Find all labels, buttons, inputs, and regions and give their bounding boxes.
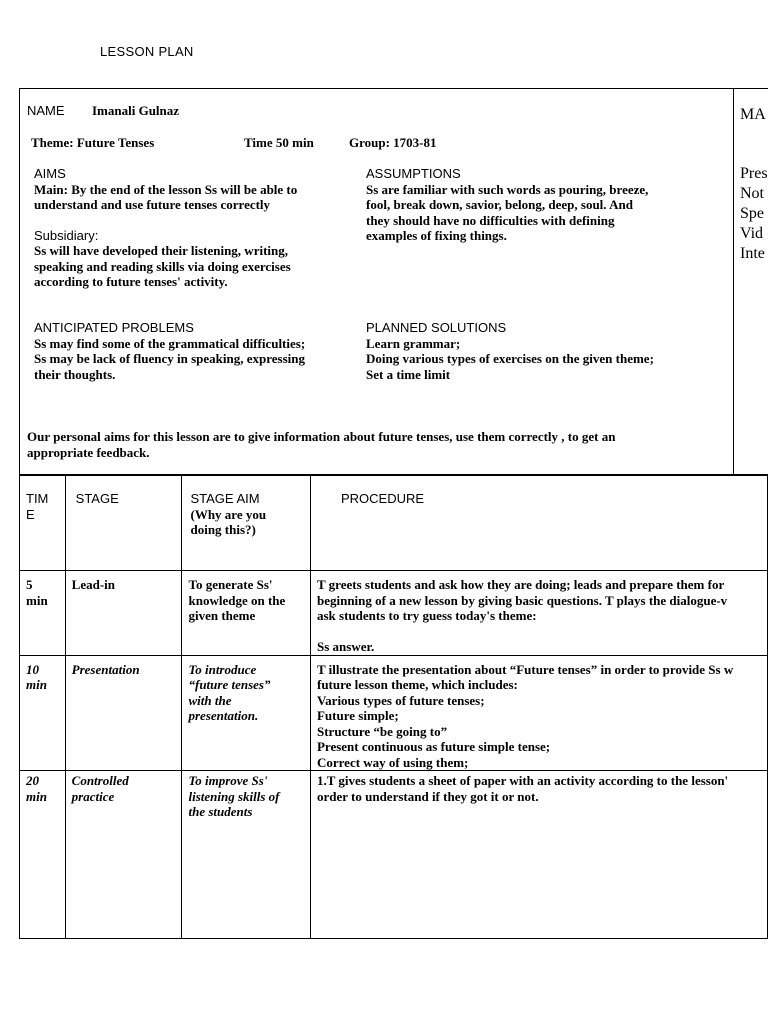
solutions-line: Doing various types of exercises on the given theme; <box>366 351 654 366</box>
subsidiary-label: Subsidiary: <box>34 227 99 243</box>
row-aim-cell <box>182 771 311 939</box>
row-aim-line: with the <box>188 692 232 708</box>
aims-heading: AIMS <box>34 166 66 181</box>
problems-heading: ANTICIPATED PROBLEMS <box>34 320 194 335</box>
row-time-line: 5 <box>26 577 33 592</box>
row-aim-line: knowledge on the <box>188 592 286 608</box>
row-aim-cell <box>182 655 311 771</box>
materials-item: Inte <box>740 245 765 262</box>
row-time-line: min <box>26 592 48 608</box>
row-procedure-line: Correct way of using them; <box>316 754 469 770</box>
row-procedure-line: order to understand if they got it or not. <box>316 788 539 804</box>
table-header-row <box>20 476 768 571</box>
row-aim-line: presentation. <box>188 708 259 723</box>
row-stage-cell <box>65 655 182 771</box>
aims-section <box>34 166 297 290</box>
problems-line: their thoughts. <box>34 366 116 382</box>
theme-field: Theme: Future Tenses <box>31 135 155 150</box>
document-title: LESSON PLAN <box>100 44 194 59</box>
assumptions-heading: ASSUMPTIONS <box>366 166 461 181</box>
row-procedure-line <box>317 624 761 640</box>
personal-aims-line: Our personal aims for this lesson are to give information about future tenses, use them correctly , to get an <box>27 429 616 444</box>
name-value: Imanali Gulnaz <box>92 103 180 118</box>
row-procedure-line: beginning of a new lesson by giving basic questions. T plays the dialogue-v <box>316 592 728 608</box>
personal-aims <box>27 429 615 460</box>
header-time-line: TIM <box>26 491 49 506</box>
header-procedure-label: PROCEDURE <box>340 491 425 506</box>
problems-line: Ss may be lack of fluency in speaking, expressing <box>34 351 305 366</box>
row-stage-cell <box>65 571 182 656</box>
problems-line: Ss may find some of the grammatical difficulties; <box>34 335 306 351</box>
header-time-line: E <box>26 506 35 522</box>
header-stage-aim <box>182 476 311 571</box>
assumptions-line: fool, break down, savior, belong, deep, soul. And <box>366 197 633 212</box>
row-time-line: 10 <box>26 661 39 677</box>
assumptions-line: Ss are familiar with such words as pouring, breeze, <box>366 181 649 197</box>
row-procedure-line: Various types of future tenses; <box>316 692 485 708</box>
solutions-line: Set a time limit <box>366 366 451 382</box>
materials-item: Vid <box>740 225 764 242</box>
subsidiary-line: Ss will have developed their listening, writing, <box>34 243 288 258</box>
header-stage <box>65 476 182 571</box>
row-procedure-line: Ss answer. <box>316 639 375 654</box>
row-time-line: min <box>26 788 47 804</box>
assumptions-section <box>366 166 648 244</box>
problems-section <box>34 320 305 382</box>
row-stage-line: practice <box>71 788 115 804</box>
header-stage-label: STAGE <box>75 491 119 506</box>
name-label: NAME <box>27 103 65 118</box>
row-procedure-line: T greets students and ask how they are doing; leads and prepare them for <box>316 577 725 592</box>
header-column-divider <box>733 88 734 475</box>
row-aim-line: To introduce <box>188 661 257 677</box>
assumptions-line: examples of fixing things. <box>366 228 507 243</box>
row-aim-line: “future tenses” <box>188 677 271 692</box>
table-row <box>20 571 768 656</box>
row-time-line: min <box>26 677 47 692</box>
row-time-cell <box>20 655 66 771</box>
row-procedure-line: Future simple; <box>316 708 399 723</box>
table-row <box>20 655 768 771</box>
row-procedure-cell <box>310 571 767 656</box>
row-aim-line: given theme <box>188 608 256 623</box>
assumptions-line: they should have no difficulties with defining <box>366 212 615 228</box>
materials-item: Not <box>740 185 764 202</box>
row-stage-line: Lead-in <box>71 577 115 592</box>
subsidiary-line: according to future tenses' activity. <box>34 274 228 289</box>
row-procedure-cell <box>310 655 767 771</box>
materials-item: Pres <box>740 165 768 182</box>
row-stage-line: Presentation <box>71 661 140 677</box>
row-procedure-line: 1.T gives students a sheet of paper with an activity according to the lesson' <box>316 773 729 788</box>
solutions-heading: PLANNED SOLUTIONS <box>366 320 507 335</box>
table-row <box>20 771 768 939</box>
header-aim-line: doing this?) <box>190 522 256 537</box>
row-aim-line: the students <box>188 804 253 819</box>
procedure-table <box>19 475 768 939</box>
solutions-line: Learn grammar; <box>366 335 461 351</box>
row-procedure-line: Structure “be going to” <box>316 723 448 739</box>
personal-aims-line: appropriate feedback. <box>27 444 150 460</box>
row-procedure-line: ask students to try guess today's theme: <box>316 608 537 623</box>
row-time-line: 20 <box>26 773 39 788</box>
time-field: Time 50 min <box>244 135 314 150</box>
materials-item: Spe <box>740 205 764 222</box>
row-procedure-line: T illustrate the presentation about “Future tenses” in order to provide Ss w <box>316 661 734 677</box>
row-procedure-line: Present continuous as future simple tense; <box>316 739 551 754</box>
materials-title: MA <box>740 106 766 123</box>
aims-main-line: understand and use future tenses correctly <box>34 197 271 212</box>
row-aim-line: listening skills of <box>188 788 280 804</box>
row-aim-cell <box>182 571 311 656</box>
row-stage-line: Controlled <box>71 773 129 788</box>
header-aim-line: (Why are you <box>190 506 267 522</box>
row-time-cell <box>20 571 66 656</box>
aims-main-line: Main: By the end of the lesson Ss will be able to <box>34 181 298 197</box>
header-aim-line: STAGE AIM <box>190 491 260 506</box>
row-aim-line: To generate Ss' <box>188 577 273 592</box>
row-aim-line: To improve Ss' <box>188 773 268 788</box>
subsidiary-line: speaking and reading skills via doing exercises <box>34 258 291 274</box>
header-procedure <box>310 476 767 571</box>
header-time <box>20 476 66 571</box>
row-procedure-cell <box>310 771 767 939</box>
group-field: Group: 1703-81 <box>349 135 437 150</box>
solutions-section <box>366 320 654 382</box>
row-time-cell <box>20 771 66 939</box>
row-stage-cell <box>65 771 182 939</box>
row-procedure-line: future lesson theme, which includes: <box>316 677 518 692</box>
